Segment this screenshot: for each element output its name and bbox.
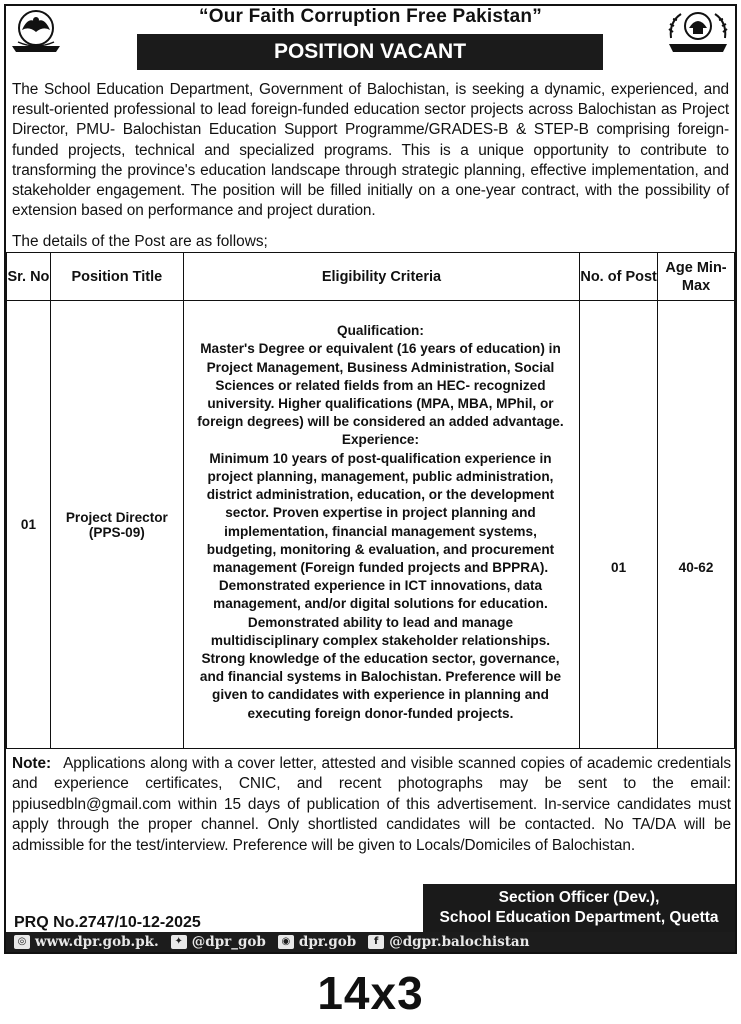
website-link[interactable]: ◎ www.dpr.gob.pk. xyxy=(14,932,159,952)
header-eligibility-criteria: Eligibility Criteria xyxy=(183,253,579,301)
facebook-icon: f xyxy=(368,935,384,949)
note-paragraph xyxy=(12,754,731,856)
cell-eligibility-criteria xyxy=(183,301,579,749)
additional-requirements-text: Demonstrated ability to lead and manage multidisciplinary complex stakeholder relationships. Strong knowledge of the education sector, governance, and financial systems in Balochistan. Preference will be given to candidates with experience in planning and executing foreign donor-funded projects. xyxy=(199,614,562,721)
details-line: The details of the Post are as follows; xyxy=(12,233,268,250)
header-sr-no: Sr. No xyxy=(7,253,51,301)
qualification-text: Master's Degree or equivalent (16 years of education) in Project Management, Business Administration, Social Sciences or related fields from an HEC- recognized university. Higher qualifications (MPA, MBA, MPhil, or foreign degrees) will be considered an added advantage. xyxy=(197,341,564,430)
globe-icon: ◎ xyxy=(14,935,30,949)
intro-paragraph: The School Education Department, Government of Balochistan, is seeking a dynamic, experienced, and result-oriented professional to lead foreign-funded education sector projects across Balochistan as Project Director, PMU- Balochistan Education Support Programme/GRADES-B & STEP-B comprising foreign-funded projects, technical and specialized programs. This is a unique opportunity to contribute to transforming the province's education landscape through strategic planning, effective implementation, and stakeholder engagement. The position will be filled initially on a one-year contract, with the possibility of extension based on performance and project duration. xyxy=(12,81,729,220)
position-vacant-banner: POSITION VACANT xyxy=(137,34,603,70)
qualification-heading: Qualification: xyxy=(337,323,424,339)
cell-age-range: 40-62 xyxy=(658,301,735,749)
facebook-link[interactable]: f @dgpr.balochistan xyxy=(368,932,529,952)
prq-number: PRQ No.2747/10-12-2025 xyxy=(14,914,201,931)
header-position-title: Position Title xyxy=(50,253,183,301)
cell-sr-no: 01 xyxy=(7,301,51,749)
position-title-name: Project Director xyxy=(65,509,168,525)
instagram-link[interactable]: ◉ dpr.gob xyxy=(278,932,356,952)
position-title-scale: (PPS-09) xyxy=(88,524,145,540)
signature-block xyxy=(423,884,735,932)
header-age: Age Min-Max xyxy=(658,253,735,301)
table-header-row xyxy=(7,253,735,301)
note-label: Note: xyxy=(12,755,52,772)
cell-position-title xyxy=(50,301,183,749)
social-media-bar xyxy=(6,932,735,952)
signature-designation: Section Officer (Dev.), xyxy=(498,889,660,906)
twitter-link[interactable]: ✦ @dpr_gob xyxy=(171,932,266,952)
instagram-icon: ◉ xyxy=(278,935,294,949)
slogan: “Our Faith Corruption Free Pakistan” xyxy=(199,6,542,27)
header-no-of-post: No. of Post xyxy=(580,253,658,301)
twitter-icon: ✦ xyxy=(171,935,187,949)
table-row xyxy=(7,301,735,749)
experience-text: Minimum 10 years of post-qualification experience in project planning, management, public administration, district administration, education, or the development sector. Proven expertise in project planning and implementation, financial management systems, budgeting, monitoring & evaluation, and procurement management (Foreign funded projects and BPPRA). Demonstrated experience in ICT innovations, data management, and/or digital solutions for education. xyxy=(206,450,555,612)
positions-table xyxy=(6,252,735,749)
cell-no-of-post: 01 xyxy=(580,301,658,749)
experience-heading: Experience: xyxy=(341,432,419,448)
note-text: Applications along with a cover letter, attested and visible scanned copies of academic credentials and experience certificates, CNIC, and recent photographs may be sent to the email: ppiusedbln@gmail.com within 15 days of publication of this advertisement. In-service candidates must apply through the proper channel. Only shortlisted candidates will be contacted. No TA/DA will be admissible for the test/interview. Preference will be given to Locals/Domiciles of Balochistan. xyxy=(12,755,731,854)
ad-size-label: 14x3 xyxy=(317,967,424,1019)
signature-department: School Education Department, Quetta xyxy=(439,909,719,926)
